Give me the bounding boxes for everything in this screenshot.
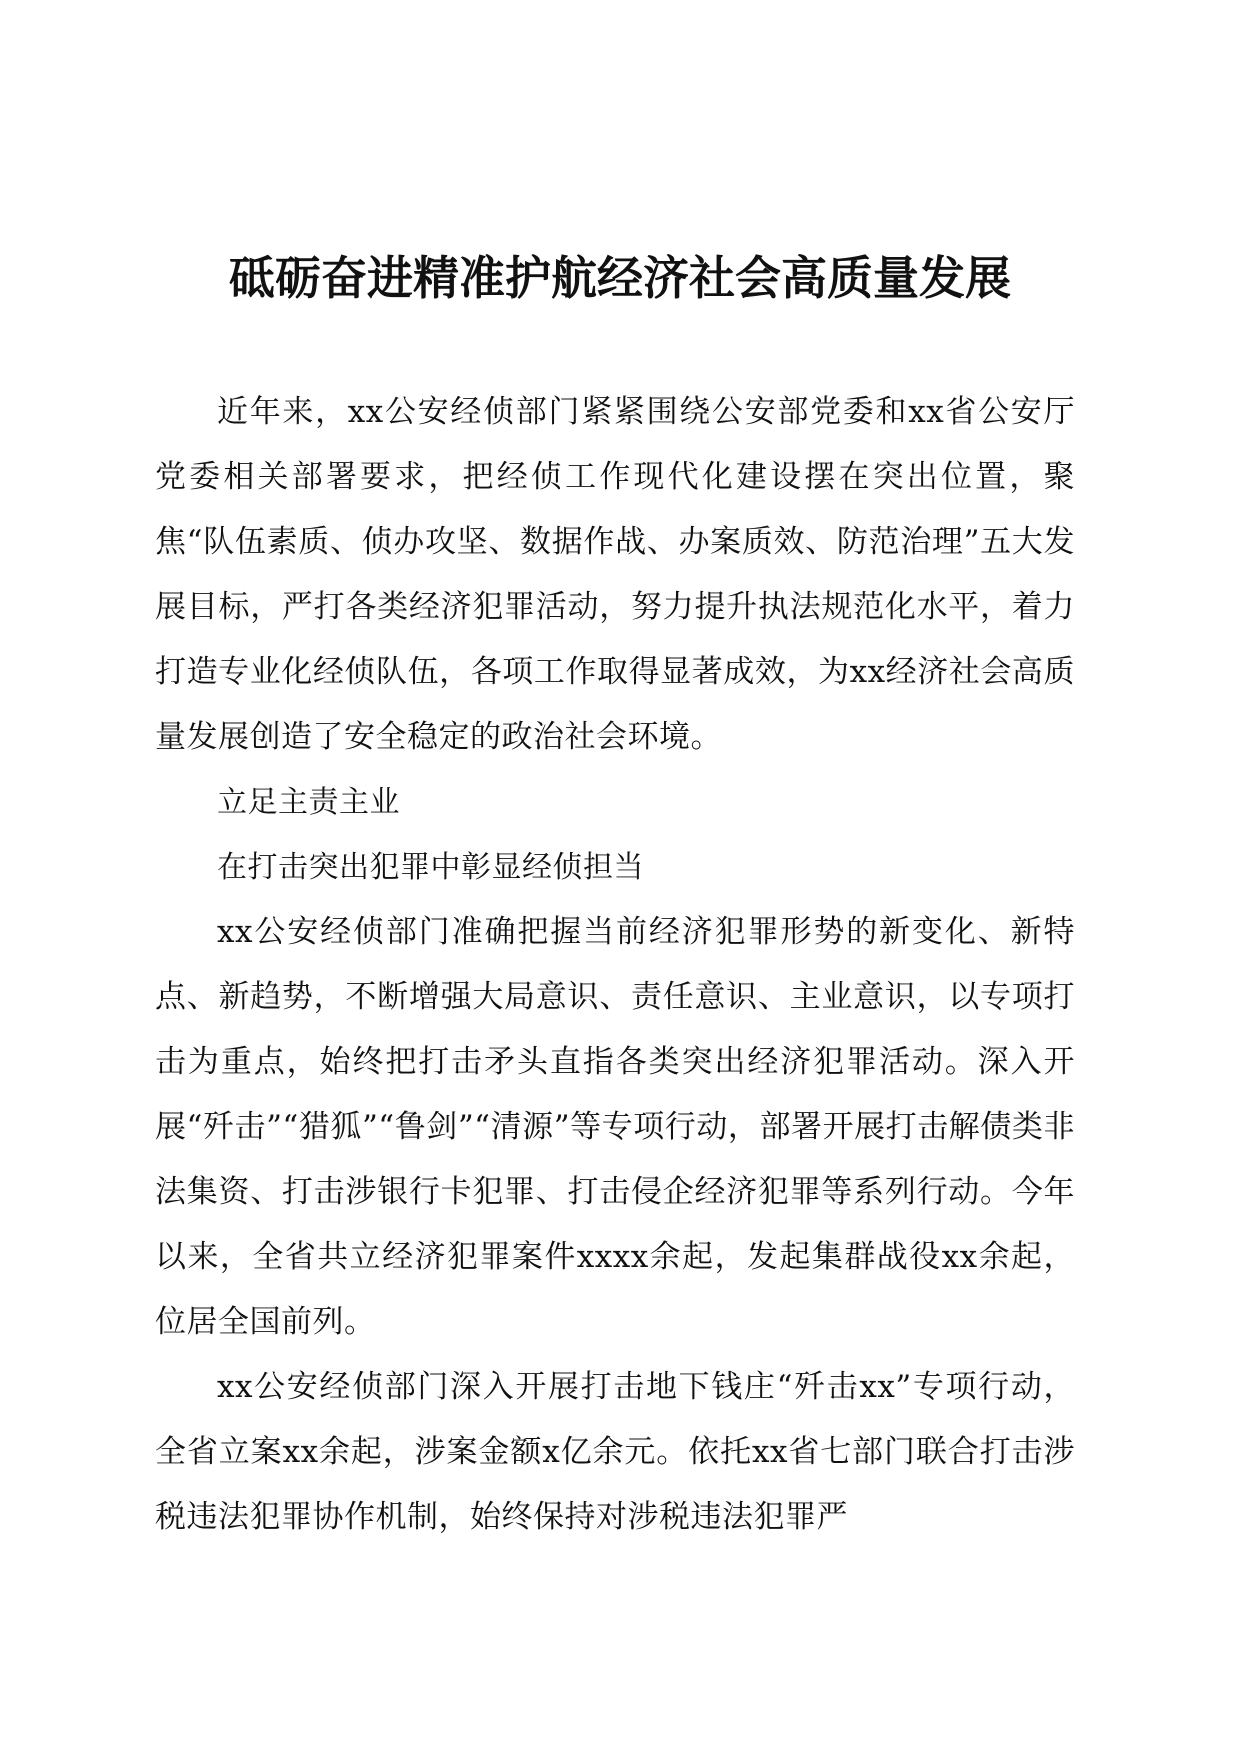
- paragraph-underground-banks: xx公安经侦部门深入开展打击地下钱庄“歼击xx”专项行动，全省立案xx余起，涉案金额x亿余元。依托xx省七部门联合打击涉税违法犯罪协作机制，始终保持对涉税违法犯罪严: [155, 1369, 1075, 1535]
- paragraph-special-campaigns: xx公安经侦部门准确把握当前经济犯罪形势的新变化、新特点、新趋势，不断增强大局意识、责任意识、主业意识，以专项打击为重点，始终把打击矛头直指各类突出经济犯罪活动。深入开展“歼击”“猎狐”“鲁剑”“清源”等专项行动，部署开展打击解债类非法集资、打击涉银行卡犯罪、打击侵企经济犯罪等系列行动。今年以来，全省共立经济犯罪案件xxxx余起，发起集群战役xx余起，位居全国前列。: [155, 914, 1075, 1340]
- document-title: 砥砺奋进精准护航经济社会高质量发展: [229, 251, 1011, 305]
- document-body: [155, 380, 1075, 1550]
- section-heading-2: 在打击突出犯罪中彰显经侦担当: [217, 850, 644, 885]
- paragraph-intro: 近年来，xx公安经侦部门紧紧围绕公安部党委和xx省公安厅党委相关部署要求，把经侦工作现代化建设摆在突出位置，聚焦“队伍素质、侦办攻坚、数据作战、办案质效、防范治理”五大发展目标，严打各类经济犯罪活动，努力提升执法规范化水平，着力打造专业化经侦队伍，各项工作取得显著成效，为xx经济社会高质量发展创造了安全稳定的政治社会环境。: [155, 394, 1075, 755]
- section-heading-1: 立足主责主业: [217, 785, 400, 820]
